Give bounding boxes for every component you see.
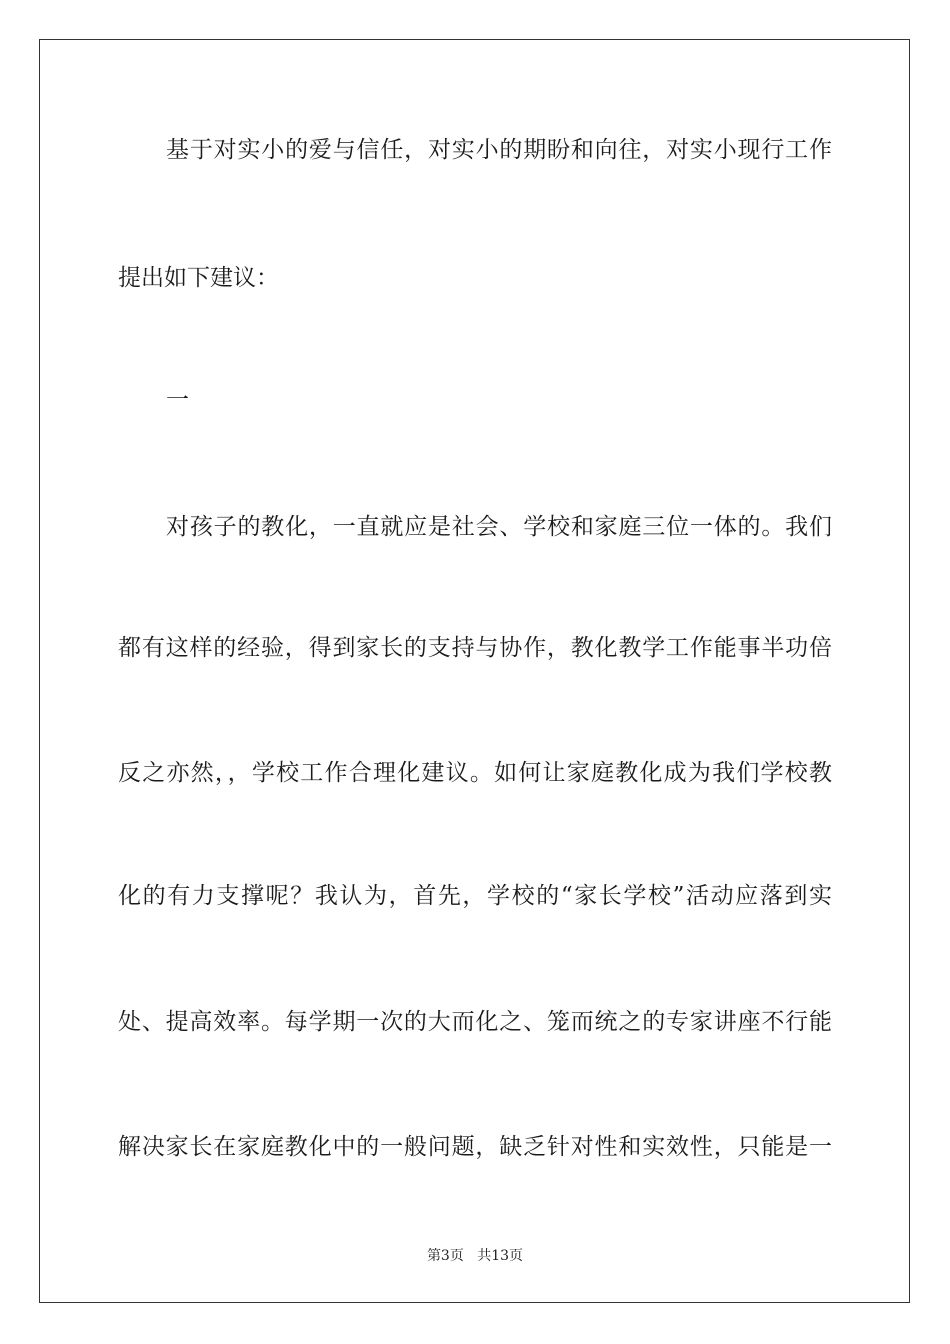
- paragraph-line: 都有这样的经验，得到家长的支持与协作，教化教学工作能事半功倍: [118, 635, 832, 661]
- page-total: 共13页: [477, 1248, 524, 1264]
- paragraph-line: 基于对实小的爱与信任，对实小的期盼和向往，对实小现行工作: [166, 137, 832, 163]
- page-number: 第3页: [426, 1248, 464, 1264]
- paragraph-line: 对孩子的教化，一直就应是社会、学校和家庭三位一体的。我们: [166, 514, 832, 540]
- paragraph-line: 提出如下建议：: [118, 265, 279, 291]
- paragraph-line: 处、提高效率。每学期一次的大而化之、笼而统之的专家讲座不行能: [118, 1009, 832, 1035]
- page-footer: [0, 1247, 950, 1265]
- paragraph-line: 反之亦然，，学校工作合理化建议。如何让家庭教化成为我们学校教: [118, 760, 832, 786]
- paragraph-line: 解决家长在家庭教化中的一般问题，缺乏针对性和实效性，只能是一: [118, 1134, 832, 1160]
- page-border: [39, 39, 910, 1303]
- paragraph-line: 化的有力支撑呢？我认为，首先，学校的“家长学校”活动应落到实: [118, 883, 832, 909]
- section-number: 一: [166, 387, 189, 413]
